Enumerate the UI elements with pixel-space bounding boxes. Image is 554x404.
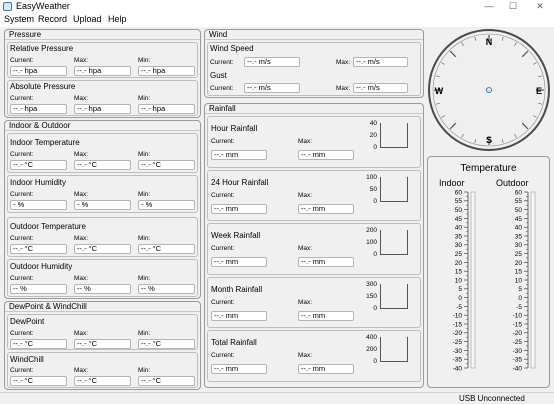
rain-scale-top: 100	[366, 173, 377, 181]
max-label: Max:	[74, 235, 89, 242]
rainfall-current-field: --.- mm	[211, 150, 267, 160]
absolute-pressure-label: Absolute Pressure	[10, 82, 76, 91]
min-label: Min:	[138, 95, 151, 102]
rain-gauge-axis	[380, 123, 381, 148]
rain-scale-top: 200	[366, 227, 377, 234]
dewpoint-label: DewPoint	[10, 317, 45, 326]
max-label: Max:	[336, 59, 351, 66]
pressure-panel-title: Pressure	[5, 30, 200, 40]
min-label: Min:	[138, 57, 151, 64]
rain-gauge-base	[380, 254, 408, 255]
outdoor-humidity-max-field: -- %	[74, 284, 131, 294]
windchill-min-field: --.- °C	[138, 376, 195, 386]
indoor-scale-label: -25	[452, 339, 462, 346]
indoor-temperature-min-field: --.- °C	[138, 160, 195, 170]
outdoor-humidity-label: Outdoor Humidity	[10, 262, 73, 271]
outdoor-humidity-current-field: -- %	[10, 284, 67, 294]
rainfall-row	[207, 330, 421, 382]
rain-scale-bottom: 0	[373, 304, 377, 312]
outdoor-temperature-max-field: --.- °C	[74, 244, 131, 254]
rain-gauge-base	[380, 308, 408, 309]
rain-scale-mid: 50	[369, 185, 377, 193]
rain-scale-top: 40	[369, 120, 377, 127]
max-label: Max:	[298, 191, 313, 199]
minimize-button[interactable]: —	[484, 1, 494, 11]
current-label: Current:	[10, 330, 34, 337]
current-label: Current:	[211, 138, 235, 145]
wind-panel	[204, 29, 424, 98]
outdoor-temperature-label: Outdoor Temperature	[10, 222, 86, 231]
rain-gauge-base	[380, 147, 408, 148]
current-label: Current:	[210, 59, 234, 66]
compass-east-label: E	[535, 86, 543, 96]
outdoor-scale-label: -30	[512, 347, 522, 355]
min-label: Min:	[138, 275, 151, 282]
indoor-scale-label: 15	[454, 268, 462, 276]
outdoor-scale-label: 15	[514, 268, 522, 276]
current-label: Current:	[10, 275, 34, 282]
compass-center-dot	[486, 87, 491, 92]
menu-record[interactable]: Record	[38, 14, 68, 24]
rain-gauge-wall	[407, 337, 408, 362]
outdoor-scale-label: 45	[514, 215, 522, 223]
indoor-scale-label: -15	[452, 321, 462, 329]
rainfall-row-label: 24 Hour Rainfall	[211, 177, 269, 187]
rainfall-max-field: --.- mm	[298, 150, 354, 160]
rainfall-current-field: --.- mm	[211, 204, 267, 214]
relative-pressure-group	[7, 42, 198, 78]
max-label: Max:	[298, 138, 313, 145]
relative-pressure-current-field: --.- hpa	[10, 66, 67, 76]
max-label: Max:	[74, 151, 89, 158]
outdoor-temperature-group	[7, 217, 198, 257]
indoor-humidity-current-field: - %	[10, 200, 67, 210]
max-label: Max:	[74, 275, 89, 282]
rainfall-current-field: --.- mm	[211, 257, 267, 267]
indoor-scale-label: -20	[452, 330, 462, 338]
rain-gauge-axis	[380, 177, 381, 202]
relative-pressure-label: Relative Pressure	[10, 44, 74, 53]
dewpoint-group	[7, 314, 198, 350]
indoor-humidity-group	[7, 175, 198, 213]
temperature-panel	[427, 156, 550, 388]
outdoor-humidity-group	[7, 259, 198, 297]
max-label: Max:	[298, 245, 313, 252]
indoor-scale-label: 35	[454, 233, 462, 241]
rain-gauge-wall	[407, 230, 408, 255]
outdoor-scale-label: -20	[512, 330, 522, 338]
indoor-thermometer-tube	[471, 192, 475, 368]
wind-direction-compass	[426, 27, 552, 153]
windchill-current-field: --.- °C	[10, 376, 67, 386]
app-icon	[3, 2, 12, 11]
title-bar	[0, 0, 554, 13]
gust-label: Gust	[210, 71, 227, 80]
rain-scale-bottom: 0	[373, 358, 377, 365]
rainfall-panel-title: Rainfall	[205, 104, 423, 114]
rainfall-row-label: Month Rainfall	[211, 284, 263, 294]
outdoor-thermometer-tube	[531, 192, 535, 368]
indoor-scale-label: -5	[456, 303, 462, 311]
indoor-temperature-label: Indoor Temperature	[10, 138, 80, 147]
outdoor-column-label: Outdoor	[496, 178, 529, 188]
indoor-temperature-current-field: --.- °C	[10, 160, 67, 170]
close-button[interactable]: ✕	[536, 1, 544, 11]
rain-gauge-axis	[380, 337, 381, 362]
dewpoint-max-field: --.- °C	[74, 339, 131, 349]
max-label: Max:	[74, 367, 89, 374]
absolute-pressure-current-field: --.- hpa	[10, 104, 67, 114]
rainfall-current-field: --.- mm	[211, 311, 267, 321]
indoor-humidity-max-field: - %	[74, 200, 131, 210]
min-label: Min:	[138, 235, 151, 242]
rain-scale-top: 300	[366, 280, 377, 288]
rain-scale-top: 400	[366, 334, 377, 341]
wind-speed-label: Wind Speed	[210, 44, 254, 53]
indoor-temperature-max-field: --.- °C	[74, 160, 131, 170]
outdoor-scale-label: 60	[514, 189, 522, 197]
indoor-scale-label: 0	[458, 295, 462, 302]
menu-help[interactable]: Help	[108, 14, 127, 24]
relative-pressure-min-field: --.- hpa	[138, 66, 195, 76]
current-label: Current:	[211, 245, 235, 252]
indoor-temperature-group	[7, 133, 198, 173]
rain-scale-bottom: 0	[373, 197, 377, 205]
indoor-scale-label: 45	[454, 215, 462, 223]
max-label: Max:	[298, 352, 313, 359]
max-label: Max:	[336, 85, 351, 92]
rainfall-row-label: Total Rainfall	[211, 338, 257, 347]
outdoor-scale-label: 20	[514, 259, 522, 267]
usb-status-text: USB Unconnected	[459, 394, 525, 403]
current-label: Current:	[10, 95, 34, 102]
rain-gauge-axis	[380, 230, 381, 255]
current-label: Current:	[10, 235, 34, 242]
compass-west-label: W	[434, 86, 444, 96]
outdoor-scale-label: -25	[512, 339, 522, 346]
windchill-max-field: --.- °C	[74, 376, 131, 386]
window-title: EasyWeather	[16, 1, 70, 11]
outdoor-scale-label: -15	[512, 321, 522, 329]
gust-max-field: --.- m/s	[353, 83, 408, 93]
indoor-outdoor-panel-title: Indoor & Outdoor	[5, 121, 200, 131]
rain-scale-mid: 20	[369, 132, 377, 139]
outdoor-scale-label: -10	[512, 312, 522, 320]
rainfall-row	[207, 277, 421, 329]
wind-speed-current-field: --.- m/s	[244, 57, 300, 67]
indoor-scale-label: 60	[454, 189, 462, 197]
rain-gauge-wall	[407, 177, 408, 202]
outdoor-scale-label: 55	[514, 198, 522, 206]
max-label: Max:	[298, 298, 313, 306]
menu-system[interactable]: System	[4, 14, 35, 24]
indoor-humidity-label: Indoor Humidity	[10, 178, 67, 187]
outdoor-scale-label: -35	[512, 356, 522, 364]
absolute-pressure-max-field: --.- hpa	[74, 104, 131, 114]
rainfall-row-label: Week Rainfall	[211, 231, 261, 240]
indoor-column-label: Indoor	[439, 178, 465, 188]
outdoor-scale-label: 10	[514, 277, 522, 285]
indoor-scale-label: 5	[458, 286, 462, 294]
rain-scale-mid: 150	[366, 292, 377, 300]
relative-pressure-max-field: --.- hpa	[74, 66, 131, 76]
indoor-scale-label: 30	[454, 242, 462, 250]
min-label: Min:	[138, 330, 151, 337]
rainfall-row	[207, 116, 421, 168]
indoor-scale-label: 40	[454, 224, 462, 232]
dewpoint-windchill-panel	[4, 301, 201, 390]
min-label: Min:	[138, 151, 151, 158]
max-label: Max:	[74, 191, 89, 198]
absolute-pressure-min-field: --.- hpa	[138, 104, 195, 114]
gust-current-field: --.- m/s	[244, 83, 300, 93]
menu-bar	[0, 13, 554, 27]
max-label: Max:	[74, 57, 89, 64]
windchill-label: WindChill	[10, 355, 44, 364]
indoor-scale-label: -35	[452, 356, 462, 364]
indoor-scale-label: -10	[452, 312, 462, 320]
max-label: Max:	[74, 330, 89, 337]
indoor-scale-label: 50	[454, 207, 462, 214]
outdoor-temperature-current-field: --.- °C	[10, 244, 67, 254]
indoor-scale-label: 25	[454, 251, 462, 258]
rain-gauge-wall	[407, 123, 408, 148]
indoor-scale-label: 20	[454, 259, 462, 267]
wind-panel-title: Wind	[205, 30, 423, 40]
indoor-scale-label: 55	[454, 198, 462, 206]
absolute-pressure-group	[7, 80, 198, 116]
dewpoint-current-field: --.- °C	[10, 339, 67, 349]
status-bar	[0, 392, 554, 404]
rain-scale-mid: 200	[366, 346, 377, 353]
indoor-outdoor-panel	[4, 120, 201, 299]
outdoor-scale-label: 0	[518, 295, 522, 302]
current-label: Current:	[211, 298, 235, 306]
rain-scale-bottom: 0	[373, 251, 377, 258]
min-label: Min:	[138, 367, 151, 374]
rainfall-max-field: --.- mm	[298, 204, 354, 214]
wind-speed-max-field: --.- m/s	[353, 57, 408, 67]
outdoor-scale-label: 5	[518, 286, 522, 294]
outdoor-scale-label: 50	[514, 207, 522, 214]
current-label: Current:	[211, 191, 235, 199]
wind-group	[207, 42, 421, 96]
outdoor-scale-label: 30	[514, 242, 522, 250]
current-label: Current:	[10, 151, 34, 158]
indoor-humidity-min-field: - %	[138, 200, 195, 210]
rain-gauge-wall	[407, 284, 408, 309]
outdoor-scale-label: 35	[514, 233, 522, 241]
rainfall-max-field: --.- mm	[298, 364, 354, 374]
indoor-scale-label: -30	[452, 347, 462, 355]
current-label: Current:	[10, 367, 34, 374]
rainfall-max-field: --.- mm	[298, 311, 354, 321]
outdoor-scale-label: 25	[514, 251, 522, 258]
rain-gauge-base	[380, 201, 408, 202]
compass-north-label: N	[485, 37, 493, 47]
current-label: Current:	[10, 191, 34, 198]
rainfall-row	[207, 223, 421, 275]
menu-upload[interactable]: Upload	[73, 14, 102, 24]
pressure-panel	[4, 29, 201, 118]
dewpoint-min-field: --.- °C	[138, 339, 195, 349]
outdoor-scale-label: -5	[516, 303, 522, 311]
temperature-thermometers	[428, 187, 549, 385]
temperature-title: Temperature	[460, 163, 517, 174]
indoor-scale-label: -40	[452, 365, 462, 373]
max-label: Max:	[74, 95, 89, 102]
rain-scale-mid: 100	[366, 239, 377, 246]
dewpoint-windchill-panel-title: DewPoint & WindChill	[5, 302, 200, 312]
windchill-group	[7, 352, 198, 388]
rain-gauge-axis	[380, 284, 381, 309]
current-label: Current:	[210, 85, 234, 92]
rainfall-row	[207, 170, 421, 222]
rain-gauge-base	[380, 361, 408, 362]
indoor-scale-label: 10	[454, 277, 462, 285]
outdoor-scale-label: 40	[514, 224, 522, 232]
rainfall-max-field: --.- mm	[298, 257, 354, 267]
outdoor-temperature-min-field: --.- °C	[138, 244, 195, 254]
rainfall-row-label: Hour Rainfall	[211, 124, 258, 133]
outdoor-humidity-min-field: -- %	[138, 284, 195, 294]
rain-scale-bottom: 0	[373, 144, 377, 151]
current-label: Current:	[10, 57, 34, 64]
rainfall-panel	[204, 103, 424, 388]
min-label: Min:	[138, 191, 151, 198]
maximize-button[interactable]: ☐	[508, 1, 518, 11]
compass-south-label: S	[485, 135, 493, 145]
outdoor-scale-label: -40	[512, 365, 522, 373]
rainfall-current-field: --.- mm	[211, 364, 267, 374]
current-label: Current:	[211, 352, 235, 359]
